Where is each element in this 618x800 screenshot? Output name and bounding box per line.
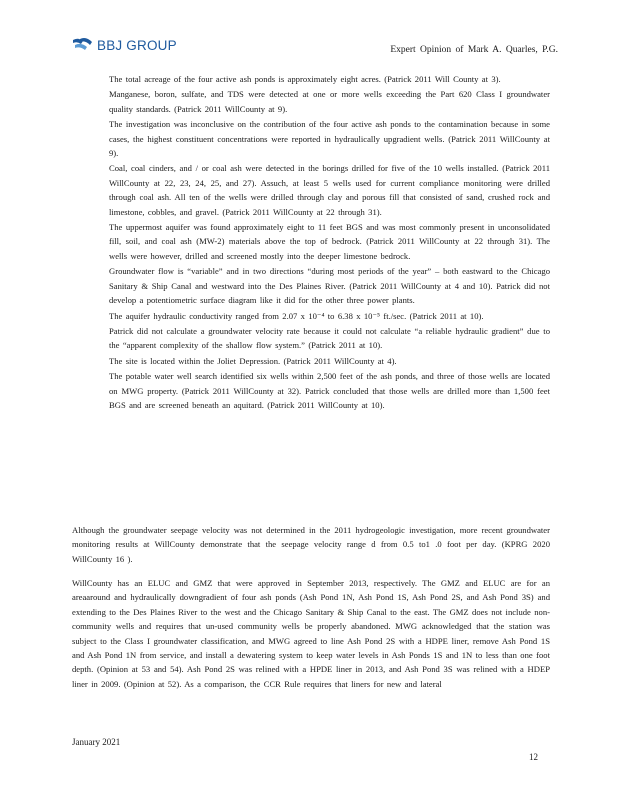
bbj-logo-icon xyxy=(72,36,94,54)
bullet-text: The site is located within the Joliet Depression. (Patrick 2011 WillCounty at 4). xyxy=(109,355,397,366)
bullet-item xyxy=(88,72,550,86)
footer-date: January 2021 xyxy=(72,737,121,747)
bullet-item xyxy=(88,354,550,368)
page-number: 12 xyxy=(529,752,538,762)
bullet-text: Patrick did not calculate a groundwater velocity rate because it could not calculate “a reliable hydraulic gradient” due to the “apparent complexity of the shallow flow system.” (Patrick 2011 at 10). xyxy=(109,325,550,351)
document-header-title: Expert Opinion of Mark A. Quarles, P.G. xyxy=(390,45,558,55)
bullet-item xyxy=(88,369,550,412)
bbj-group-logo xyxy=(72,36,177,54)
bullet-item xyxy=(88,324,550,353)
bullet-item xyxy=(88,161,550,219)
eluc-gmz-paragraph: WillCounty has an ELUC and GMZ that were approved in September 2013, respectively. The GMZ and ELUC are for an areaaround and hydraulically downgradient of four ash ponds (Ash Pond 1N, Ash Pond 1S, Ash Pond 2S, and Ash Pond 3S) and extending to the Des Plaines River to the west and the Chicago Sanitary & Ship Canal to the east. The GMZ does not include non-community wells and requires that un-used community wells be properly abandoned. MWG acknowledged that the station was subject to the Class I groundwater classification, and MWG agreed to line Ash Pond 2S with a HDPE liner, remove Ash Pond 1S and Ash Pond 1N from service, and install a dewatering system to keep water levels in Ash Ponds 1S and 1N to less than one foot depth. (Opinion at 53 and 54). Ash Pond 2S was relined with a HPDE liner in 2013, and Ash Pond 3S was relined with a HDEP liner in 2009. (Opinion at 52). As a comparison, the CCR Rule requires that liners for new and lateral xyxy=(72,578,550,689)
bullet-text: Groundwater flow is “variable” and in two directions “during most periods of the year” – both eastward to the Chicago Sanitary & Ship Canal and westward into the Des Plaines River. (Patrick 2011 WillCounty at 4 and 10). Patrick did not develop a potentiometric surface diagram like it did for the other three power plants. xyxy=(109,266,550,306)
logo-text: BBJ GROUP xyxy=(97,37,177,53)
bullet-text: The aquifer hydraulic conductivity ranged from 2.07 x 10⁻⁴ to 6.38 x 10⁻⁵ ft./sec. (Patrick 2011 at 10). xyxy=(109,310,484,321)
findings-bullet-list xyxy=(88,72,550,413)
bullet-item xyxy=(88,117,550,160)
bullet-text: The investigation was inconclusive on the contribution of the four active ash ponds to the contamination because in some cases, the highest constituent concentrations were reported in hydraulically upgradient wells. (Patrick 2011 WillCounty at 9). xyxy=(109,119,550,159)
bullet-text: The total acreage of the four active ash ponds is approximately eight acres. (Patrick 2011 Will County at 3). xyxy=(109,74,501,84)
seepage-velocity-paragraph: Although the groundwater seepage velocity was not determined in the 2011 hydrogeologic investigation, more recent groundwater monitoring results at WillCounty demonstrate that the seepage velocity range d from 0.5 to1 .0 foot per day. (KPRG 2020 WillCounty 16 ). xyxy=(72,525,550,564)
bullet-item xyxy=(88,264,550,307)
bullet-text: Manganese, boron, sulfate, and TDS were detected at one or more wells exceeding the Part 620 Class I groundwater quality standards. (Patrick 2011 WillCounty at 9). xyxy=(109,89,550,114)
bullet-text: The uppermost aquifer was found approximately eight to 11 feet BGS and was most commonly present in unconsolidated fill, soil, and coal ash (MW-2) materials above the top of bedrock. (Patrick 2011 WillCounty at 22 through 31). The wells were however, drilled and screened mostly into the deeper limestone bedrock. xyxy=(109,222,550,261)
bullet-item xyxy=(88,220,550,263)
bullet-item xyxy=(88,87,550,116)
bullet-item xyxy=(88,309,550,323)
bullet-text: Coal, coal cinders, and / or coal ash were detected in the borings drilled for five of the 10 wells installed. (Patrick 2011 WillCounty at 22, 23, 24, 25, and 27). Assuch, at least 5 wells used for current compliance monitoring were drilled through coal ash. All ten of the wells were drilled through clay and porous fill that consisted of sand, crushed rock and limestone, cobbles, and gravel. (Patrick 2011 WillCounty at 22 through 31). xyxy=(109,163,550,217)
bullet-text: The potable water well search identified six wells within 2,500 feet of the ash ponds, and three of those wells are located on MWG property. (Patrick 2011 WillCounty at 32). Patrick concluded that those wells are drilled more than 1,500 feet BGS and are screened beneath an aquitard. (Patrick 2011 WillCounty at 10). xyxy=(109,371,550,410)
